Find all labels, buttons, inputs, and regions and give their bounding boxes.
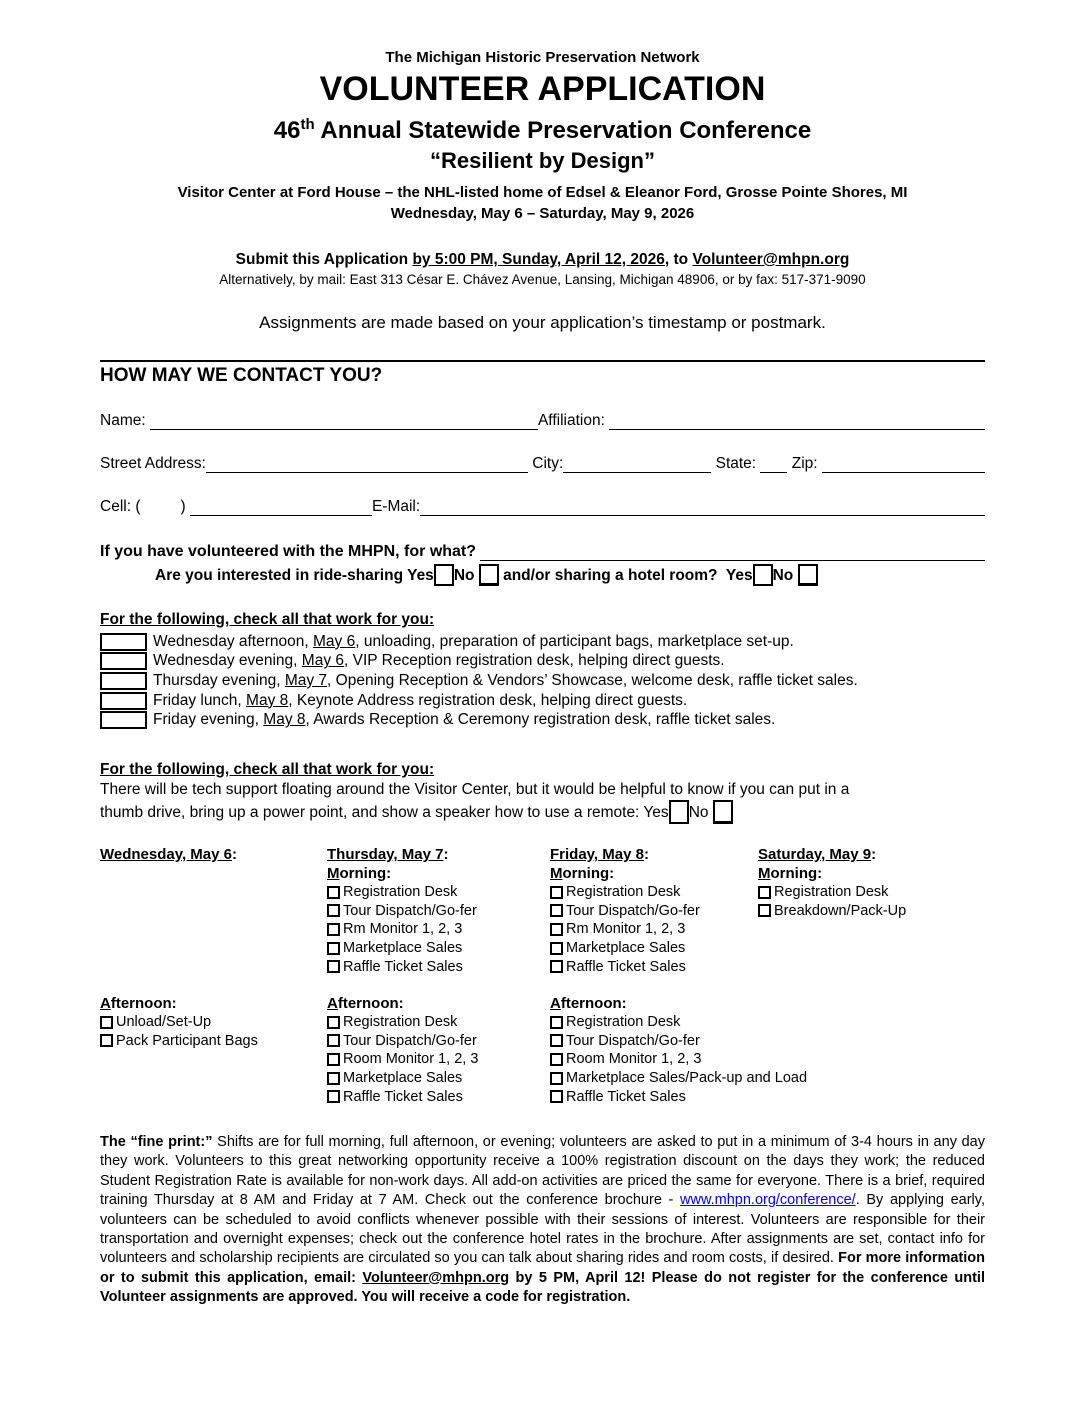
hotel-share-question: and/or sharing a hotel room? Yes xyxy=(498,567,753,584)
schedule-option-checkbox[interactable] xyxy=(550,960,563,973)
schedule-option-row: Marketplace Sales xyxy=(327,1069,550,1088)
fine-print-paragraph xyxy=(100,1133,985,1308)
fine-print-bold-tail2: by 5 PM, April 12! Please do not register for the conference until Volunteer assignments are approved. You will receive a code for registration. xyxy=(100,1269,985,1306)
schedule-option-checkbox[interactable] xyxy=(550,942,563,955)
edition-number: 46 xyxy=(273,117,301,144)
edition-rest: Annual Statewide Preservation Conference xyxy=(314,117,812,144)
fine-print-bold-tail1: For more information or to submit this application, email: xyxy=(100,1250,985,1286)
schedule-option-row: Room Monitor 1, 2, 3 xyxy=(327,1050,550,1069)
schedule-option-checkbox[interactable] xyxy=(550,923,563,936)
morning-block xyxy=(758,864,985,994)
schedule-option-checkbox[interactable] xyxy=(100,1016,113,1029)
shift-option-row xyxy=(100,710,985,730)
mail-fax-line: Alternatively, by mail: East 313 César E. Chávez Avenue, Lansing, Michigan 48906, or by fax: 517-371-9090 xyxy=(219,272,866,287)
name-field[interactable] xyxy=(150,412,538,430)
afternoon-block xyxy=(550,994,808,1106)
schedule-option-row: Marketplace Sales/Pack-up and Load xyxy=(550,1069,758,1088)
shift-date: May 8 xyxy=(246,691,289,709)
schedule-option-row: Rm Monitor 1, 2, 3 xyxy=(550,920,758,939)
hotel-share-no-checkbox[interactable] xyxy=(798,564,818,586)
tech-no-checkbox[interactable] xyxy=(713,800,733,824)
fine-print-body2: . By applying early, volunteers can be scheduled to avoid conflicts whenever possible with their sessions of interest. Volunteers are responsible for their transportation and overnight expenses; check out the conference hotel rates in the brochure. After assignments are set, contact info for volunteers and scholarship recipients are circulated so you can talk about sharing rides and room costs, if desired. xyxy=(100,1192,985,1267)
affiliation-label: Affiliation: xyxy=(537,412,610,429)
morning-block xyxy=(327,864,550,994)
schedule-option-checkbox[interactable] xyxy=(550,1034,563,1047)
afternoon-block xyxy=(327,994,550,1106)
schedule-option-row: Raffle Ticket Sales xyxy=(327,957,550,976)
assignment-note: Assignments are made based on your application’s timestamp or postmark. xyxy=(259,313,826,332)
afternoon-heading: Afternoon: xyxy=(100,994,177,1012)
address-row xyxy=(100,455,985,473)
schedule-option-checkbox[interactable] xyxy=(327,886,340,899)
email-label: E-Mail: xyxy=(371,498,421,515)
schedule-option-checkbox[interactable] xyxy=(550,1016,563,1029)
schedule-option-checkbox[interactable] xyxy=(550,886,563,899)
ride-share-yes-checkbox[interactable] xyxy=(434,564,454,586)
cell-label: Cell: ( xyxy=(100,498,141,515)
page-title: VOLUNTEER APPLICATION xyxy=(319,70,766,108)
schedule-option-row: Registration Desk xyxy=(327,1013,550,1032)
afternoon-heading: Afternoon: xyxy=(550,994,627,1012)
shift-option-checkbox[interactable] xyxy=(100,633,147,651)
morning-heading: Morning: xyxy=(758,864,823,882)
schedule-option-checkbox[interactable] xyxy=(327,942,340,955)
section-divider xyxy=(100,360,985,362)
shift-date: May 8 xyxy=(263,711,306,729)
affiliation-field[interactable] xyxy=(609,412,985,430)
hotel-share-no-label: No xyxy=(772,567,798,584)
zip-field[interactable] xyxy=(822,455,985,473)
schedule-option-row: Registration Desk xyxy=(550,883,758,902)
schedule-option-checkbox[interactable] xyxy=(758,886,771,899)
city-label: City: xyxy=(527,455,564,472)
conference-subtitle xyxy=(100,109,985,146)
morning-block xyxy=(550,864,758,994)
edition-ordinal-suffix: th xyxy=(300,116,315,133)
tech-support-paragraph xyxy=(100,780,985,824)
state-label: State: xyxy=(711,455,761,472)
schedule-option-row: Registration Desk xyxy=(758,883,985,902)
shift-date: May 6 xyxy=(301,652,345,670)
conference-brochure-link[interactable]: www.mhpn.org/conference/ xyxy=(680,1192,856,1209)
afternoon-heading: Afternoon: xyxy=(327,994,404,1012)
submit-deadline: by 5:00 PM, Sunday, April 12, 2026 xyxy=(412,251,665,268)
schedule-column-friday xyxy=(550,845,808,1106)
schedule-option-row: Unload/Set-Up xyxy=(100,1013,327,1032)
schedule-option-row: Breakdown/Pack-Up xyxy=(758,902,985,921)
tech-support-heading: For the following, check all that work for you: xyxy=(100,760,435,778)
schedule-option-checkbox[interactable] xyxy=(327,904,340,917)
shift-option-text: Wednesday evening, May 6, VIP Reception registration desk, helping direct guests. xyxy=(153,652,725,670)
schedule-option-row: Tour Dispatch/Go-fer xyxy=(550,902,758,921)
schedule-option-row: Tour Dispatch/Go-fer xyxy=(550,1032,758,1051)
submit-instructions xyxy=(100,251,985,269)
cell-email-row xyxy=(100,498,985,516)
shift-option-checkbox[interactable] xyxy=(100,692,147,710)
tech-support-line1: There will be tech support floating around the Visitor Center, but it would be helpful to know if you can put in a xyxy=(100,780,850,798)
schedule-option-row: Raffle Ticket Sales xyxy=(550,1087,758,1106)
ride-share-row xyxy=(100,564,985,586)
schedule-option-checkbox[interactable] xyxy=(100,1034,113,1047)
schedule-option-row: Marketplace Sales xyxy=(550,939,758,958)
schedule-option-row: Rm Monitor 1, 2, 3 xyxy=(327,920,550,939)
street-address-field[interactable] xyxy=(206,455,528,473)
shift-option-checkbox[interactable] xyxy=(100,672,147,690)
schedule-option-checkbox[interactable] xyxy=(327,1053,340,1066)
submit-connector: , to xyxy=(664,251,693,268)
day-header: Wednesday, May 6: xyxy=(100,845,237,863)
schedule-option-checkbox[interactable] xyxy=(550,904,563,917)
schedule-option-checkbox[interactable] xyxy=(327,1090,340,1103)
volunteer-history-field[interactable] xyxy=(480,543,985,561)
schedule-grid xyxy=(100,845,985,1106)
cell-field[interactable] xyxy=(190,498,372,516)
tech-yes-checkbox[interactable] xyxy=(669,800,689,824)
shift-option-text: Friday evening, May 8, Awards Reception & Ceremony registration desk, raffle ticket sales. xyxy=(153,711,776,729)
shift-option-row xyxy=(100,632,985,652)
hotel-share-yes-checkbox[interactable] xyxy=(753,564,773,586)
shift-option-row xyxy=(100,691,985,711)
submit-email-link[interactable]: Volunteer@mhpn.org xyxy=(692,251,850,268)
venue-line: Visitor Center at Ford House – the NHL-listed home of Edsel & Eleanor Ford, Grosse Pointe Shores, MI xyxy=(177,184,908,201)
cell-close-paren: ) xyxy=(180,498,190,515)
schedule-option-row: Marketplace Sales xyxy=(327,939,550,958)
fine-print-lead: The “fine print:” xyxy=(100,1133,213,1150)
schedule-column-saturday xyxy=(758,845,985,1106)
fine-print-body1: Shifts are for full morning, full afternoon, or evening; volunteers are asked to put in a minimum of 3-4 hours in any day they work. Volunteers to this great networking opportunity receive a 100% registration discount on the days they work; the reduced Student Registration Rate is available for non-work days. All add-on activities are priced the same for everyone. There is a brief, required training Thursday at 8 AM and Friday at 7 AM. Check out the conference brochure - xyxy=(100,1133,985,1209)
shift-date: May 7 xyxy=(284,671,328,689)
schedule-option-row: Registration Desk xyxy=(550,1013,758,1032)
conference-theme: “Resilient by Design” xyxy=(430,148,655,173)
shift-option-checkbox[interactable] xyxy=(100,711,147,729)
org-name: The Michigan Historic Preservation Network xyxy=(385,49,700,66)
city-field[interactable] xyxy=(563,455,711,473)
shift-option-checkbox[interactable] xyxy=(100,652,147,670)
name-row xyxy=(100,412,985,430)
shift-option-text: Thursday evening, May 7, Opening Reception & Vendors’ Showcase, welcome desk, raffle ticket sales. xyxy=(153,671,858,689)
shift-option-row xyxy=(100,652,985,672)
schedule-option-checkbox[interactable] xyxy=(327,1072,340,1085)
shift-checklist-heading: For the following, check all that work for you: xyxy=(100,611,435,628)
day-header: Thursday, May 7: xyxy=(327,845,449,863)
schedule-column-thursday xyxy=(327,845,550,1106)
schedule-option-checkbox[interactable] xyxy=(550,1053,563,1066)
schedule-option-row: Raffle Ticket Sales xyxy=(550,957,758,976)
state-field[interactable] xyxy=(760,455,787,473)
volunteer-history-question: If you have volunteered with the MHPN, for what? xyxy=(100,543,481,560)
ride-share-question: Are you interested in ride-sharing Yes xyxy=(155,567,434,584)
volunteer-history-row xyxy=(100,543,985,561)
day-header: Saturday, May 9: xyxy=(758,845,877,863)
schedule-option-row: Pack Participant Bags xyxy=(100,1032,327,1051)
schedule-option-row: Registration Desk xyxy=(327,883,550,902)
schedule-option-checkbox[interactable] xyxy=(327,923,340,936)
tech-support-line2: thumb drive, bring up a power point, and show a speaker how to use a remote: Yes xyxy=(100,803,669,821)
schedule-option-checkbox[interactable] xyxy=(327,1016,340,1029)
schedule-option-checkbox[interactable] xyxy=(550,1072,563,1085)
ride-share-no-label: No xyxy=(453,567,479,584)
schedule-option-checkbox[interactable] xyxy=(327,960,340,973)
schedule-option-row: Tour Dispatch/Go-fer xyxy=(327,902,550,921)
ride-share-no-checkbox[interactable] xyxy=(479,564,499,586)
schedule-column-wednesday xyxy=(100,845,327,1106)
dates-line: Wednesday, May 6 – Saturday, May 9, 2026 xyxy=(390,205,695,222)
name-label: Name: xyxy=(100,412,150,429)
shift-option-text: Wednesday afternoon, May 6, unloading, preparation of participant bags, marketplace set-up. xyxy=(153,632,794,650)
street-address-label: Street Address: xyxy=(100,455,206,472)
zip-label: Zip: xyxy=(787,455,822,472)
contact-section-heading: HOW MAY WE CONTACT YOU? xyxy=(100,365,383,386)
afternoon-block xyxy=(100,994,327,1050)
schedule-option-checkbox[interactable] xyxy=(550,1090,563,1103)
morning-heading: Morning: xyxy=(327,864,392,882)
volunteer-email-link[interactable]: Volunteer@mhpn.org xyxy=(362,1269,510,1286)
shift-date: May 6 xyxy=(313,632,356,650)
submit-prefix: Submit this Application xyxy=(235,251,413,268)
schedule-option-row: Tour Dispatch/Go-fer xyxy=(327,1032,550,1051)
morning-heading: Morning: xyxy=(550,864,615,882)
tech-no-label: No xyxy=(688,803,713,821)
email-field[interactable] xyxy=(420,498,985,516)
schedule-option-checkbox[interactable] xyxy=(327,1034,340,1047)
morning-block-empty xyxy=(100,864,327,994)
shift-option-text: Friday lunch, May 8, Keynote Address registration desk, helping direct guests. xyxy=(153,691,688,709)
schedule-option-row: Room Monitor 1, 2, 3 xyxy=(550,1050,758,1069)
shift-option-row xyxy=(100,671,985,691)
schedule-option-checkbox[interactable] xyxy=(758,904,771,917)
schedule-option-row: Raffle Ticket Sales xyxy=(327,1087,550,1106)
day-header: Friday, May 8: xyxy=(550,845,649,863)
shift-checklist xyxy=(100,632,985,730)
